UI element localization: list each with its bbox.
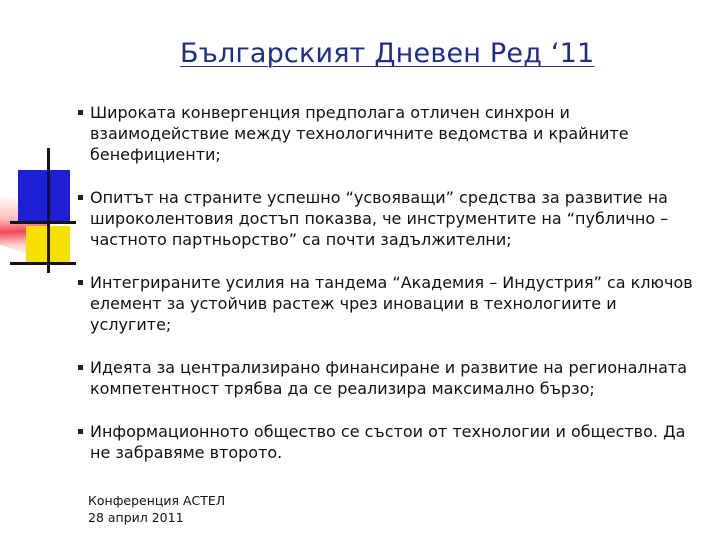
horizontal-line-top: [10, 221, 76, 224]
bullet-square-icon: [78, 365, 83, 370]
slide-title: Българският Дневен Ред ‘11: [180, 38, 595, 69]
bullet-square-icon: [78, 280, 83, 285]
footer: [88, 492, 225, 526]
bullet-text: Широката конвергенция предполага отличен синхрон и взаимодействие между технологичните ведомства и крайните бенефициенти;: [90, 103, 629, 164]
bullet-text: Опитът на страните успешно “усвояващи” средства за развитие на широколентовия достъп показва, че инструментите на “публично – частното партньорство” са почти задължителни;: [90, 188, 669, 249]
list-item: [78, 102, 698, 165]
list-item: [78, 421, 698, 463]
bullet-square-icon: [78, 195, 83, 200]
footer-date: 28 април 2011: [88, 510, 184, 525]
bullet-text: Идеята за централизирано финансиране и развитие на регионалната компетентност трябва да се реализира максимално бързо;: [90, 358, 688, 398]
bullet-list: [78, 102, 698, 463]
bullet-square-icon: [78, 429, 83, 434]
footer-conference: Конференция АСТЕЛ: [88, 493, 226, 508]
list-item: [78, 272, 698, 335]
bullet-square-icon: [78, 110, 83, 115]
list-item: [78, 187, 698, 250]
vertical-line: [47, 148, 50, 273]
bullet-text: Информационното общество се състои от технологии и общество. Да не забравяме второто.: [90, 422, 686, 462]
list-item: [78, 357, 698, 399]
bullet-text: Интегрираните усилия на тандема “Академия – Индустрия” са ключов елемент за устойчив растеж чрез иновации в технологиите и услугите;: [90, 273, 693, 334]
blue-square: [18, 170, 70, 222]
horizontal-line-bottom: [10, 262, 76, 265]
